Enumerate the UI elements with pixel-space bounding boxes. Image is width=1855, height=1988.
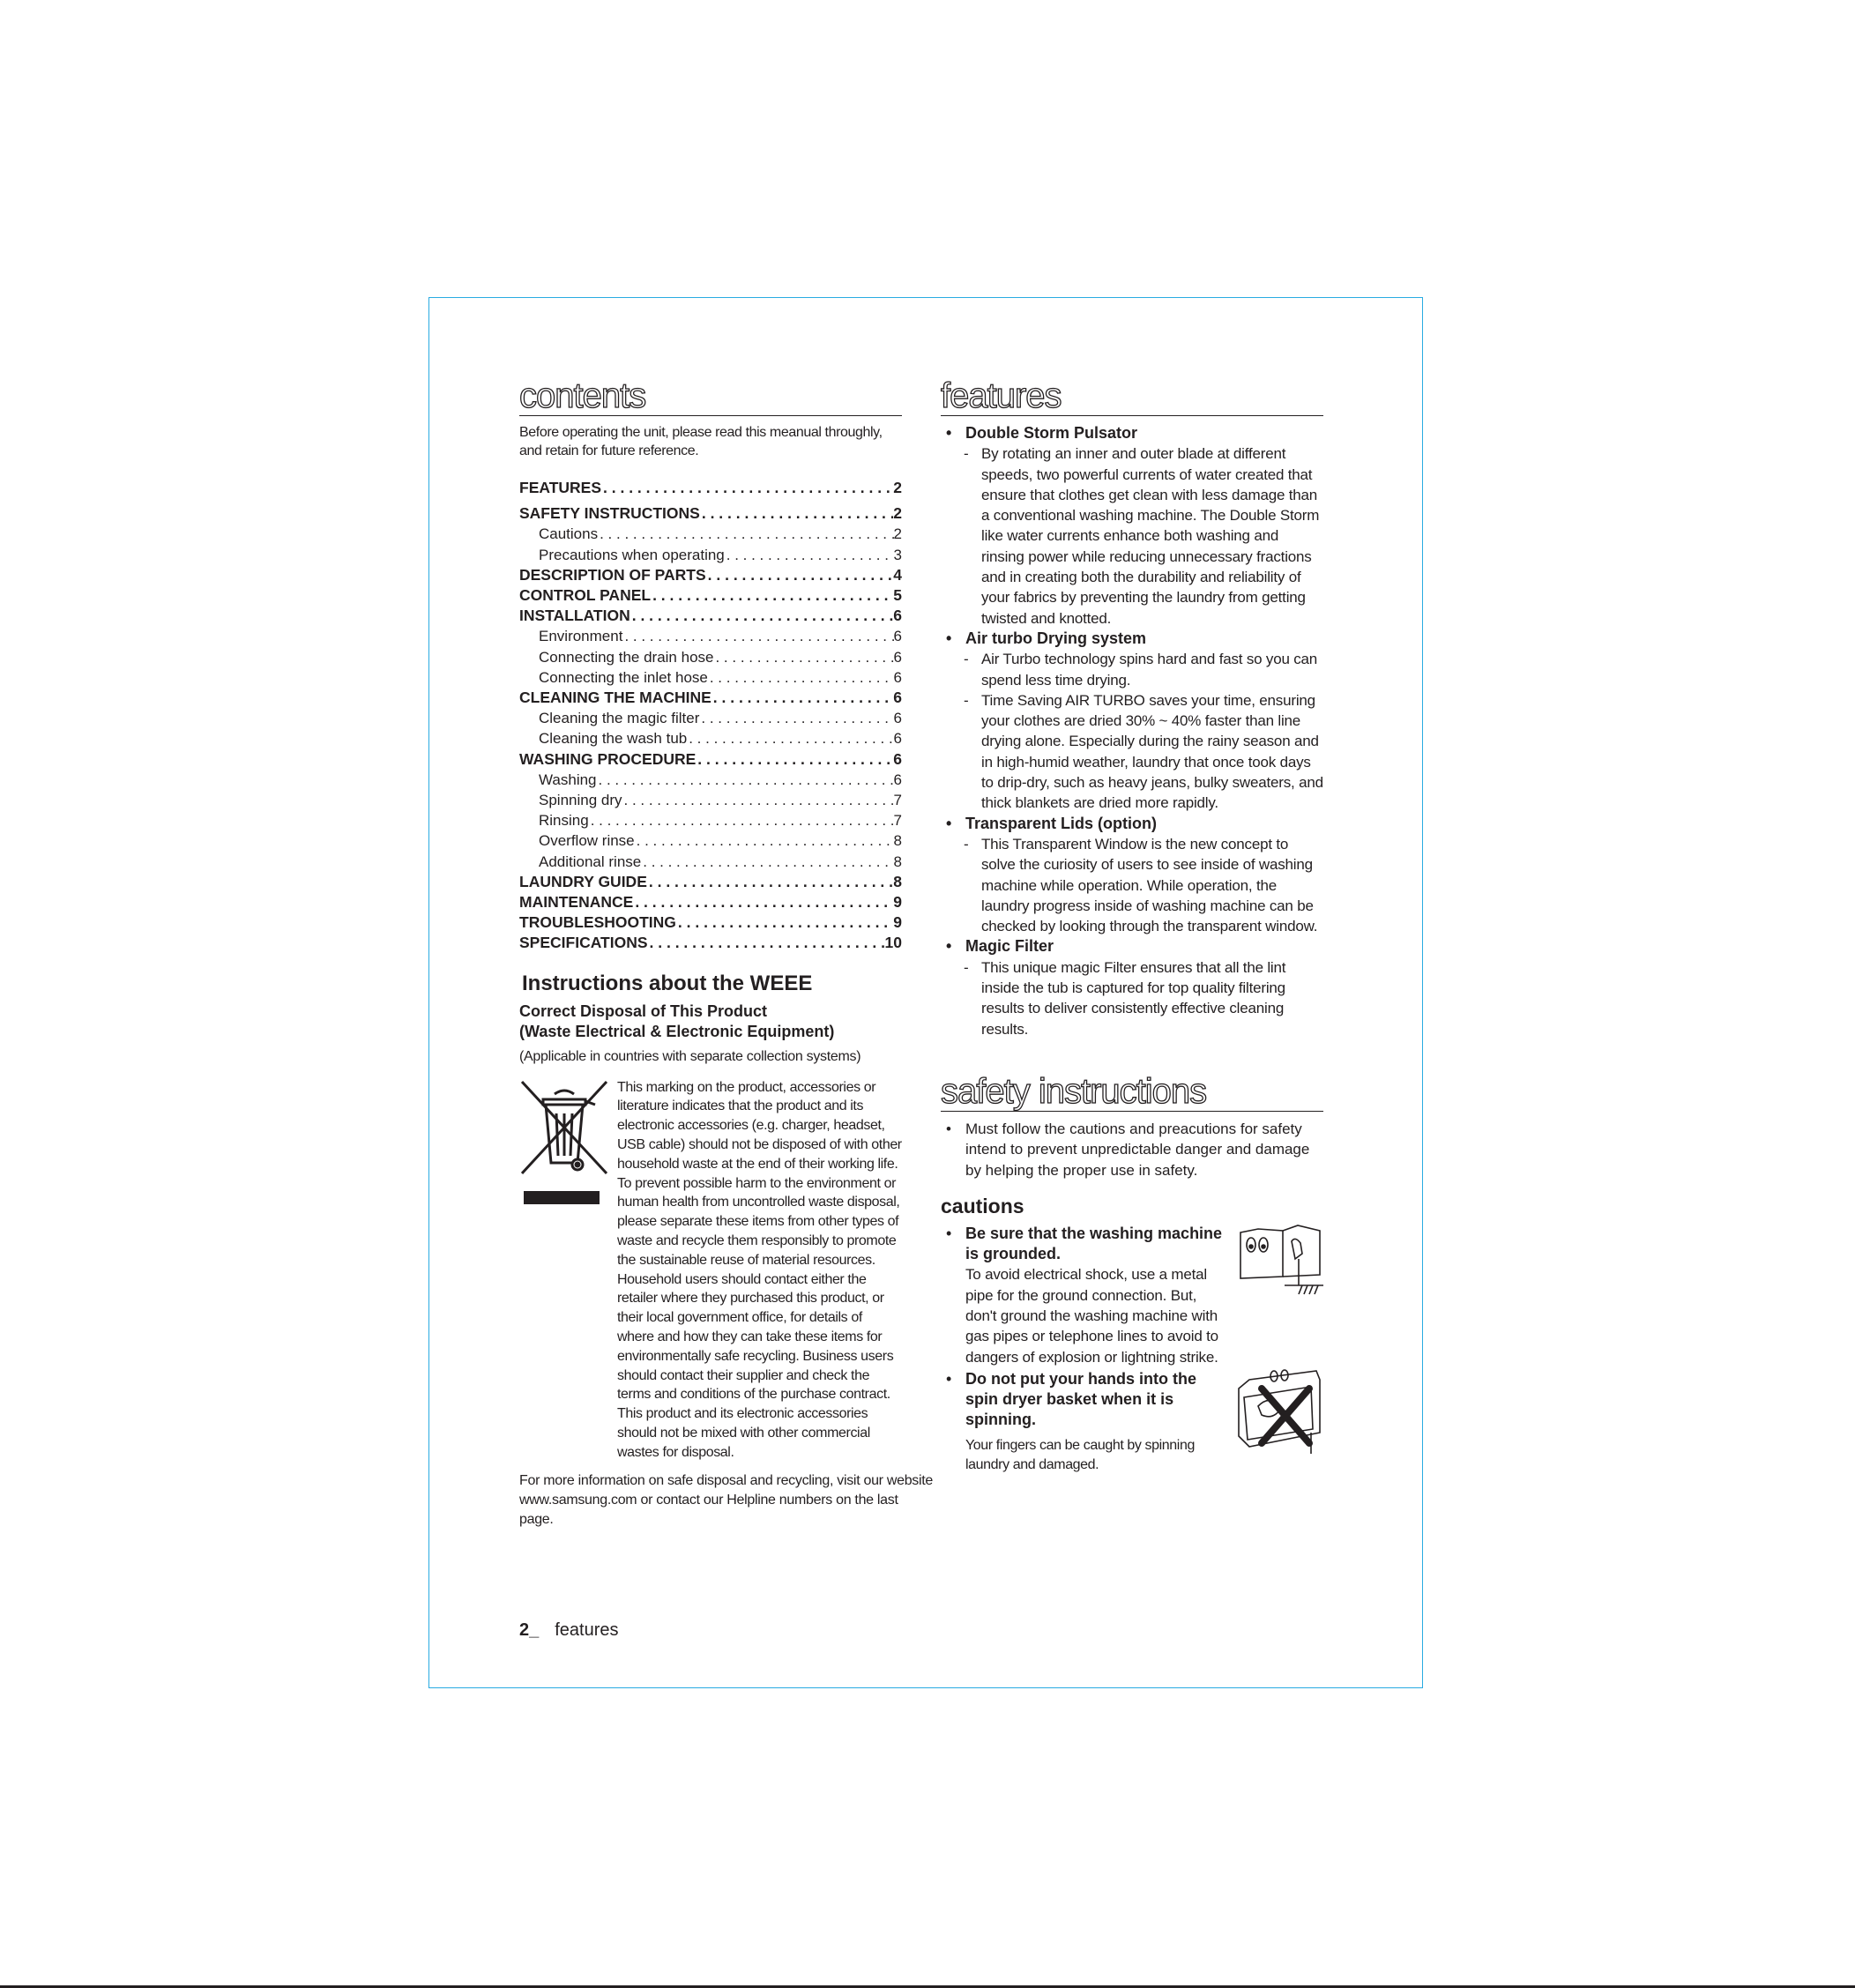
footer-section: features [555,1620,619,1640]
toc-page-number: 6 [893,710,902,727]
toc-row [519,503,902,524]
right-column [941,377,1323,1475]
toc-leader-dots [647,872,893,892]
feature-item [941,629,1323,814]
toc-row [519,810,902,830]
toc-page-number: 3 [893,546,902,563]
toc-row [519,545,902,565]
contents-intro: Before operating the unit, please read this meanual throughly, and retain for future reference. [519,425,883,458]
toc-leader-dots [622,790,894,810]
feature-point: Air Turbo technology spins hard and fast so you can spend less time drying. [981,651,1318,689]
toc-page-number: 6 [893,689,902,707]
toc-row [519,852,902,872]
toc-page-number: 4 [893,565,902,584]
toc-leader-dots [635,830,894,851]
dash-icon: - [964,691,969,709]
toc-page-number: 8 [893,872,902,890]
dash-icon: - [964,835,969,853]
toc-page-number: 7 [893,792,902,809]
toc-leader-dots [633,892,893,912]
caution-item [941,1369,1323,1475]
toc-page-number: 9 [893,893,902,912]
toc-leader-dots [601,478,893,498]
bullet-icon: • [946,937,952,956]
dash-icon: - [964,651,969,668]
toc-label: DESCRIPTION OF PARTS [519,565,706,584]
toc-row [519,770,902,790]
toc-label: SPECIFICATIONS [519,934,648,952]
toc-label: INSTALLATION [519,607,630,625]
caution-item [941,1224,1323,1367]
toc-page-number: 5 [893,586,902,605]
more-info-text: For more information on safe disposal and recycling, visit our website www.samsung.com or contact our Helpline numbers on the last page. [519,1472,934,1527]
toc-leader-dots [651,585,893,606]
safety-title: safety instructions [941,1073,1323,1112]
weee-applicable: (Applicable in countries with separate collection systems) [519,1048,861,1064]
toc-page-number: 6 [893,668,902,686]
cautions-title: cautions [941,1194,1024,1217]
toc-row [519,585,902,606]
feature-point: By rotating an inner and outer blade at different speeds, two powerful currents of water created that ensure that clothes get clean with less damage than a conventional washing machine. The Double Storm like water currents enhance both washing and rinsing power while reducing unnecessary fractions and in creating both the durability and reliability of your fabrics by preventing the laundry from getting twisted and knotted. [981,445,1320,627]
safety-intro [941,1119,1323,1180]
toc-leader-dots [648,933,885,953]
toc-label: Washing [539,771,597,788]
toc-leader-dots [676,912,893,933]
toc-leader-dots [713,647,893,667]
caution-text: To avoid electrical shock, use a metal pipe for the ground connection. But, don't ground the washing machine with gas pipes or telephone lines to avoid to dangers of explosion or lightning strike. [965,1266,1218,1366]
bullet-icon: • [946,629,952,647]
toc-label: Connecting the drain hose [539,648,714,666]
toc-row [519,667,902,688]
toc-page-number: 2 [893,525,902,543]
bullet-icon: • [946,1224,952,1242]
caution-heading: Be sure that the washing machine is grounded. [965,1224,1223,1263]
toc-row [519,565,902,585]
toc-page-number: 6 [893,607,902,625]
toc-row [519,708,902,728]
toc-leader-dots [622,626,893,646]
weee-title: Instructions about the WEEE [522,971,813,995]
safety-section [941,1073,1323,1475]
table-of-contents [519,478,902,954]
weee-subtitle-2: (Waste Electrical & Electronic Equipment) [519,1022,835,1040]
toc-label: Precautions when operating [539,546,725,563]
feature-point: This Transparent Window is the new concept to solve the curiosity of users to see inside of washing machine while operation. While operation, the laundry progress inside of washing machine can be checked by looking through the transparent window. [981,835,1318,935]
toc-label: Environment [539,628,623,645]
spinning-basket-warning-icon [1232,1362,1329,1463]
toc-page-number: 2 [893,504,902,523]
toc-label: CLEANING THE MACHINE [519,689,711,707]
feature-point: Time Saving AIR TURBO saves your time, ensuring your clothes are dried 30% ~ 40% faster than line drying alone. Especially during the rainy season and in high-humid weather, laundry that once took days to drip-dry, such as heavy jeans, bulky sweaters, and thick blankets are dried more rapidly. [981,691,1323,812]
feature-item [941,814,1323,937]
feature-item [941,423,1323,629]
toc-label: LAUNDRY GUIDE [519,872,647,890]
toc-row [519,912,902,933]
weee-text: This marking on the product, accessories or literature indicates that the product and its electronic accessories (e.g. charger, headset, USB cable) should not be disposed of with other household waste at the end of their working life. To prevent possible harm to the environment or human health from uncontrolled waste disposal, please separate these items from other types of waste and recycle them responsibly to promote the sustainable reuse of material resources. Household users should contact either the retailer where they purchased this product, or their local government office, for details of where and how they can take these items for environmentally safe recycling. Business users should contact their supplier and check the terms and conditions of the purchase contract. This product and its electronic accessories should not be mixed with other commercial wastes for disposal. [617,1079,902,1460]
dash-icon: - [964,445,969,463]
bullet-icon: • [946,814,952,832]
toc-page-number: 2 [893,479,902,496]
toc-label: WASHING PROCEDURE [519,749,697,768]
feature-heading: Air turbo Drying system [965,629,1147,647]
bullet-icon: • [946,1120,951,1137]
toc-page-number: 6 [893,771,902,788]
feature-point: This unique magic Filter ensures that all the lint inside the tub is captured for top quality filtering results to deliver consistently effective cleaning results. [981,958,1286,1038]
toc-label: Rinsing [539,812,589,830]
feature-heading: Magic Filter [965,937,1054,956]
toc-row [519,647,902,667]
toc-page-number: 6 [893,749,902,768]
toc-leader-dots [708,667,894,688]
toc-label: MAINTENANCE [519,893,634,912]
toc-label: Overflow rinse [539,832,635,850]
toc-label: Connecting the inlet hose [539,668,708,686]
toc-label: Cleaning the wash tub [539,730,688,748]
caution-text: Your fingers can be caught by spinning laundry and damaged. [965,1437,1195,1472]
toc-leader-dots [597,770,894,790]
toc-label: Cautions [539,525,599,543]
toc-leader-dots [696,749,893,770]
toc-row [519,728,902,748]
page-number: 2_ [519,1620,540,1640]
feature-item [941,936,1323,1039]
toc-row [519,872,902,892]
page-footer [519,1620,619,1641]
left-column [519,376,934,1530]
toc-page-number: 6 [893,648,902,666]
feature-heading: Double Storm Pulsator [965,424,1138,442]
toc-row [519,606,902,626]
toc-page-number: 8 [893,853,902,870]
weee-bin-icon [519,1078,617,1463]
weee-body [519,1078,902,1463]
toc-page-number: 6 [893,730,902,748]
toc-page-number: 9 [893,913,902,932]
toc-row [519,478,902,498]
toc-row [519,892,902,912]
toc-row [519,626,902,646]
toc-leader-dots [589,810,894,830]
toc-leader-dots [598,524,893,544]
toc-leader-dots [699,708,893,728]
toc-label: SAFETY INSTRUCTIONS [519,504,700,523]
toc-row [519,933,902,953]
toc-leader-dots [641,852,893,872]
weee-subtitle-1: Correct Disposal of This Product [519,1001,768,1020]
toc-leader-dots [687,728,893,748]
safety-intro-text: Must follow the cautions and preacutions for safety intend to prevent unpredictable danger and damage by helping the proper use in safety. [965,1120,1310,1179]
toc-leader-dots [700,503,893,524]
toc-row [519,749,902,770]
features-title: features [941,377,1323,416]
toc-leader-dots [706,565,894,585]
toc-row [519,830,902,851]
toc-row [519,688,902,708]
caution-heading: Do not put your hands into the spin dryer basket when it is spinning. [965,1369,1196,1429]
contents-title: contents [519,377,902,416]
bullet-icon: • [946,424,952,442]
toc-page-number: 6 [893,628,902,645]
toc-label: FEATURES [519,479,602,496]
toc-page-number: 8 [893,832,902,850]
toc-label: CONTROL PANEL [519,586,652,605]
toc-leader-dots [630,606,894,626]
features-list [941,423,1323,1039]
dash-icon: - [964,958,969,976]
toc-page-number: 10 [884,934,902,952]
toc-label: Spinning dry [539,792,622,809]
toc-row [519,524,902,544]
toc-label: Cleaning the magic filter [539,710,700,727]
toc-label: Additional rinse [539,853,642,870]
toc-page-number: 7 [893,812,902,830]
toc-leader-dots [711,688,893,708]
toc-row [519,790,902,810]
bullet-icon: • [946,1369,952,1388]
toc-label: TROUBLESHOOTING [519,913,676,932]
toc-leader-dots [725,545,894,565]
grounding-illustration-icon [1232,1224,1329,1307]
feature-heading: Transparent Lids (option) [965,814,1158,832]
